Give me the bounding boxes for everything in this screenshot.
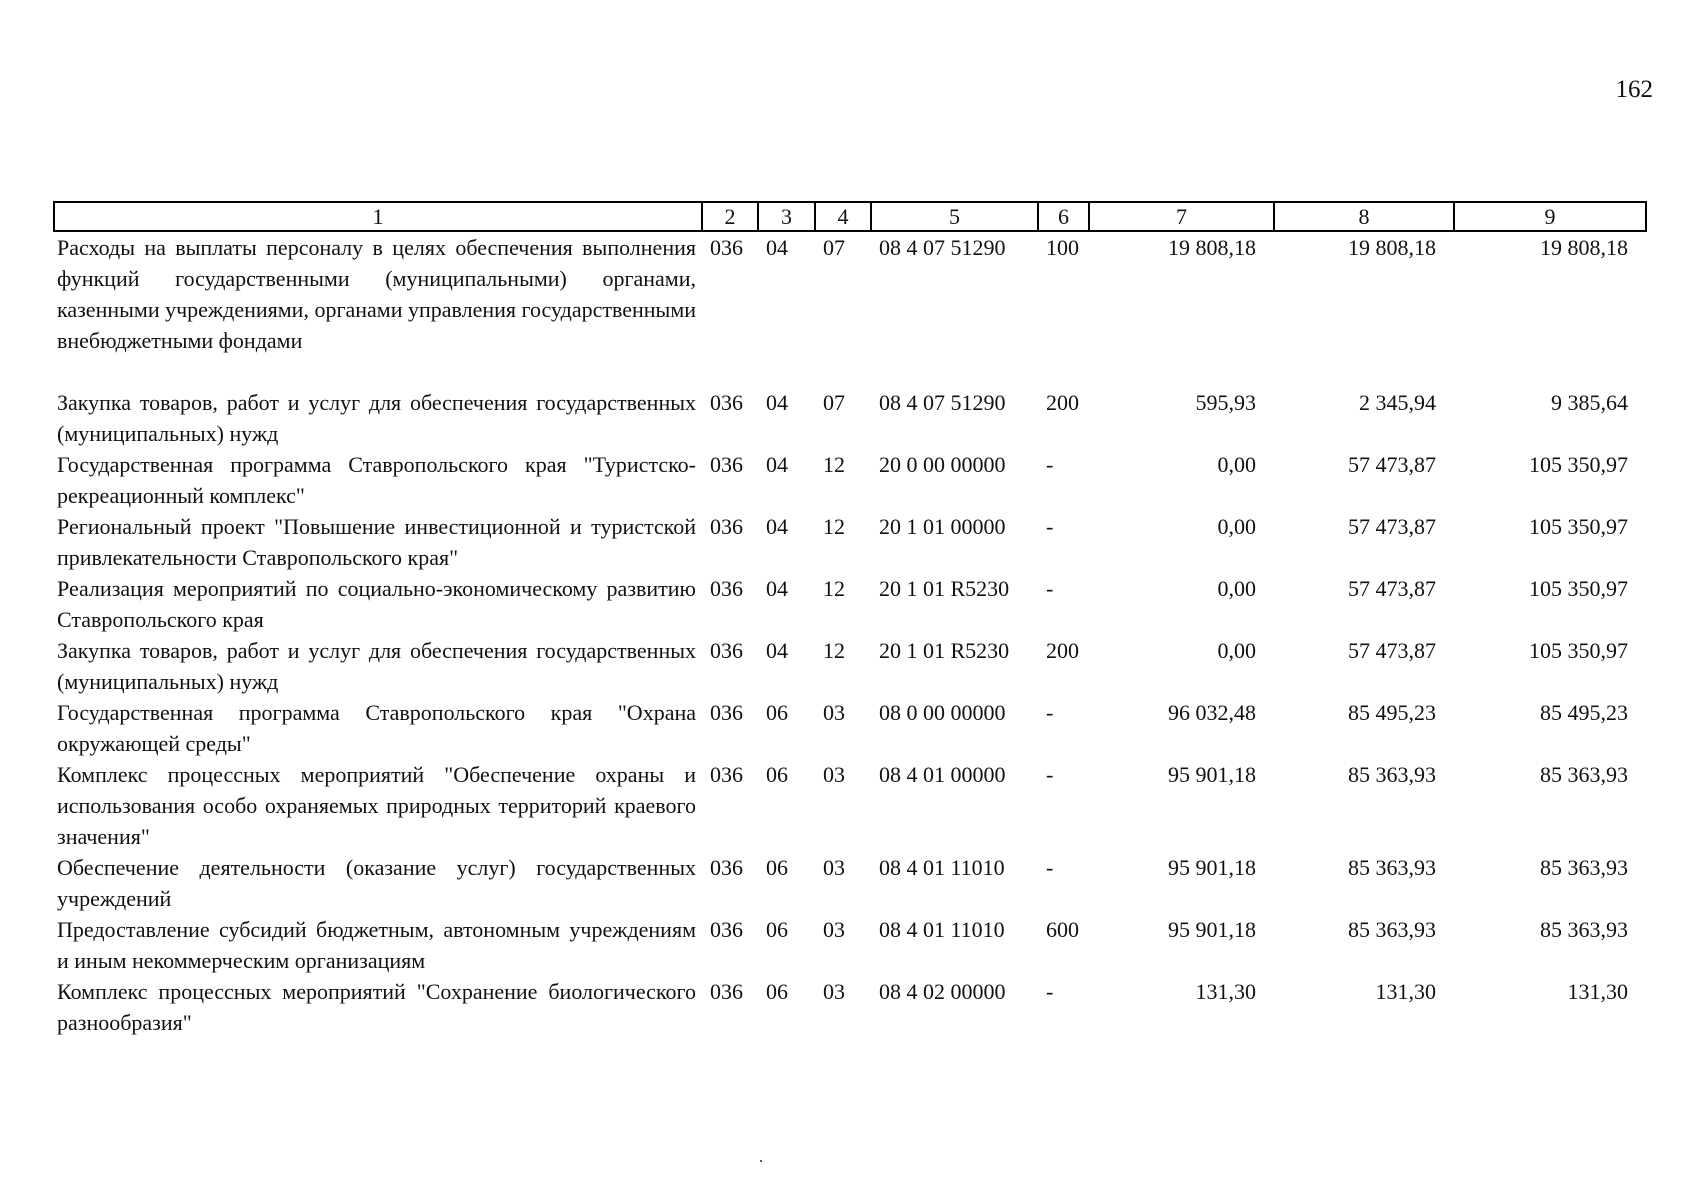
cell-ministry: 036 (710, 235, 743, 260)
cell-ministry: 036 (710, 979, 743, 1004)
column-header: 3 (758, 202, 815, 231)
cell-amount-col9: 105 350,97 (1529, 638, 1628, 663)
cell-expense-type: - (1046, 762, 1054, 787)
cell-expense-type: - (1046, 700, 1054, 725)
cell-amount-col9: 105 350,97 (1529, 514, 1628, 539)
column-header: 9 (1454, 202, 1646, 231)
cell-expense-type: 200 (1046, 638, 1079, 663)
cell-amount-col9: 105 350,97 (1529, 576, 1628, 601)
cell-amount-col8: 131,30 (1375, 979, 1436, 1004)
cell-section: 04 (766, 638, 788, 663)
column-header: 8 (1274, 202, 1454, 231)
cell-target-article: 20 1 01 00000 (879, 514, 1006, 539)
cell-subsection: 12 (823, 514, 845, 539)
cell-target-article: 08 4 07 51290 (879, 235, 1006, 260)
table-row (54, 852, 1646, 914)
cell-expense-type: - (1046, 576, 1054, 601)
cell-section: 06 (766, 700, 788, 725)
cell-amount-col7: 0,00 (1217, 576, 1256, 601)
column-header: 4 (815, 202, 871, 231)
cell-amount-col9: 85 495,23 (1540, 700, 1628, 725)
cell-amount-col8: 57 473,87 (1348, 576, 1436, 601)
cell-expense-type: 200 (1046, 390, 1079, 415)
cell-expense-type: 600 (1046, 917, 1079, 942)
cell-ministry: 036 (710, 576, 743, 601)
cell-expense-type: - (1046, 979, 1054, 1004)
cell-amount-col7: 0,00 (1217, 514, 1256, 539)
cell-amount-col9: 9 385,64 (1551, 390, 1628, 415)
column-header: 2 (702, 202, 758, 231)
column-header: 6 (1038, 202, 1089, 231)
cell-section: 04 (766, 514, 788, 539)
table-row (54, 697, 1646, 759)
table-row (54, 387, 1646, 449)
cell-amount-col8: 85 363,93 (1348, 855, 1436, 880)
row-description: Государственная программа Ставропольского края "Охрана окружающей среды" (57, 700, 696, 756)
cell-target-article: 08 4 02 00000 (879, 979, 1006, 1004)
cell-target-article: 20 1 01 R5230 (879, 638, 1010, 663)
header-row (54, 202, 1646, 231)
row-description: Реализация мероприятий по социально-экономическому развитию Ставропольского края (57, 576, 696, 632)
cell-section: 04 (766, 235, 788, 260)
cell-amount-col9: 85 363,93 (1540, 917, 1628, 942)
cell-section: 04 (766, 390, 788, 415)
cell-target-article: 08 4 01 11010 (879, 855, 1005, 880)
cell-target-article: 08 4 01 00000 (879, 762, 1006, 787)
cell-section: 04 (766, 576, 788, 601)
cell-amount-col7: 95 901,18 (1168, 855, 1256, 880)
cell-amount-col9: 105 350,97 (1529, 452, 1628, 477)
cell-amount-col8: 57 473,87 (1348, 452, 1436, 477)
cell-section: 06 (766, 855, 788, 880)
cell-amount-col7: 595,93 (1195, 390, 1256, 415)
cell-ministry: 036 (710, 762, 743, 787)
cell-subsection: 07 (823, 235, 845, 260)
cell-amount-col7: 0,00 (1217, 638, 1256, 663)
cell-amount-col9: 85 363,93 (1540, 855, 1628, 880)
cell-amount-col8: 19 808,18 (1348, 235, 1436, 260)
row-description: Закупка товаров, работ и услуг для обеспечения государственных (муниципальных) нужд (57, 638, 696, 694)
cell-amount-col8: 85 363,93 (1348, 762, 1436, 787)
cell-expense-type: 100 (1046, 235, 1079, 260)
cell-ministry: 036 (710, 514, 743, 539)
cell-section: 06 (766, 917, 788, 942)
cell-section: 04 (766, 452, 788, 477)
table-row (54, 511, 1646, 573)
cell-amount-col9: 85 363,93 (1540, 762, 1628, 787)
cell-amount-col7: 96 032,48 (1168, 700, 1256, 725)
row-description: Государственная программа Ставропольского края "Туристско-рекреационный комплекс" (57, 452, 696, 508)
cell-section: 06 (766, 979, 788, 1004)
scan-speck (760, 1160, 762, 1162)
cell-expense-type: - (1046, 452, 1054, 477)
row-description: Обеспечение деятельности (оказание услуг) государственных учреждений (57, 855, 696, 911)
row-description: Региональный проект "Повышение инвестиционной и туристской привлекательности Ставропольского края" (57, 514, 696, 570)
cell-target-article: 08 4 01 11010 (879, 917, 1005, 942)
cell-amount-col7: 19 808,18 (1168, 235, 1256, 260)
cell-amount-col8: 2 345,94 (1359, 390, 1436, 415)
cell-target-article: 20 1 01 R5230 (879, 576, 1010, 601)
row-description: Расходы на выплаты персоналу в целях обеспечения выполнения функций государственными (муниципальными) органами, казенными учреждениями, органами управления государственными внебюджетными фондами (57, 235, 697, 353)
cell-amount-col8: 57 473,87 (1348, 514, 1436, 539)
cell-amount-col8: 85 363,93 (1348, 917, 1436, 942)
cell-subsection: 12 (823, 576, 845, 601)
row-description: Закупка товаров, работ и услуг для обеспечения государственных (муниципальных) нужд (57, 390, 696, 446)
cell-subsection: 07 (823, 390, 845, 415)
cell-ministry: 036 (710, 700, 743, 725)
cell-subsection: 03 (823, 700, 845, 725)
cell-section: 06 (766, 762, 788, 787)
cell-expense-type: - (1046, 514, 1054, 539)
page-number: 162 (1615, 76, 1653, 103)
cell-ministry: 036 (710, 855, 743, 880)
cell-amount-col9: 19 808,18 (1540, 235, 1628, 260)
cell-ministry: 036 (710, 390, 743, 415)
column-header: 5 (871, 202, 1038, 231)
cell-amount-col7: 131,30 (1195, 979, 1256, 1004)
budget-table (53, 201, 1647, 1038)
cell-target-article: 08 0 00 00000 (879, 700, 1006, 725)
table-row (54, 635, 1646, 697)
table-row (54, 573, 1646, 635)
cell-amount-col7: 95 901,18 (1168, 762, 1256, 787)
cell-subsection: 12 (823, 638, 845, 663)
column-header: 1 (54, 202, 702, 231)
cell-subsection: 03 (823, 855, 845, 880)
row-description: Комплекс процессных мероприятий "Сохранение биологического разнообразия" (57, 979, 696, 1035)
cell-subsection: 03 (823, 917, 845, 942)
table-row (54, 914, 1646, 976)
cell-expense-type: - (1046, 855, 1054, 880)
cell-amount-col7: 95 901,18 (1168, 917, 1256, 942)
cell-subsection: 03 (823, 979, 845, 1004)
row-description: Комплекс процессных мероприятий "Обеспечение охраны и использования особо охраняемых природных территорий краевого значения" (57, 762, 696, 849)
cell-subsection: 12 (823, 452, 845, 477)
cell-ministry: 036 (710, 917, 743, 942)
table-row (54, 231, 1646, 387)
column-header: 7 (1089, 202, 1274, 231)
cell-ministry: 036 (710, 452, 743, 477)
table-row (54, 759, 1646, 852)
row-description: Предоставление субсидий бюджетным, автономным учреждениям и иным некоммерческим организациям (57, 917, 696, 973)
cell-amount-col8: 85 495,23 (1348, 700, 1436, 725)
cell-ministry: 036 (710, 638, 743, 663)
cell-amount-col9: 131,30 (1567, 979, 1628, 1004)
cell-subsection: 03 (823, 762, 845, 787)
cell-target-article: 20 0 00 00000 (879, 452, 1006, 477)
table-row (54, 449, 1646, 511)
cell-amount-col7: 0,00 (1217, 452, 1256, 477)
cell-amount-col8: 57 473,87 (1348, 638, 1436, 663)
cell-target-article: 08 4 07 51290 (879, 390, 1006, 415)
table-row (54, 976, 1646, 1038)
